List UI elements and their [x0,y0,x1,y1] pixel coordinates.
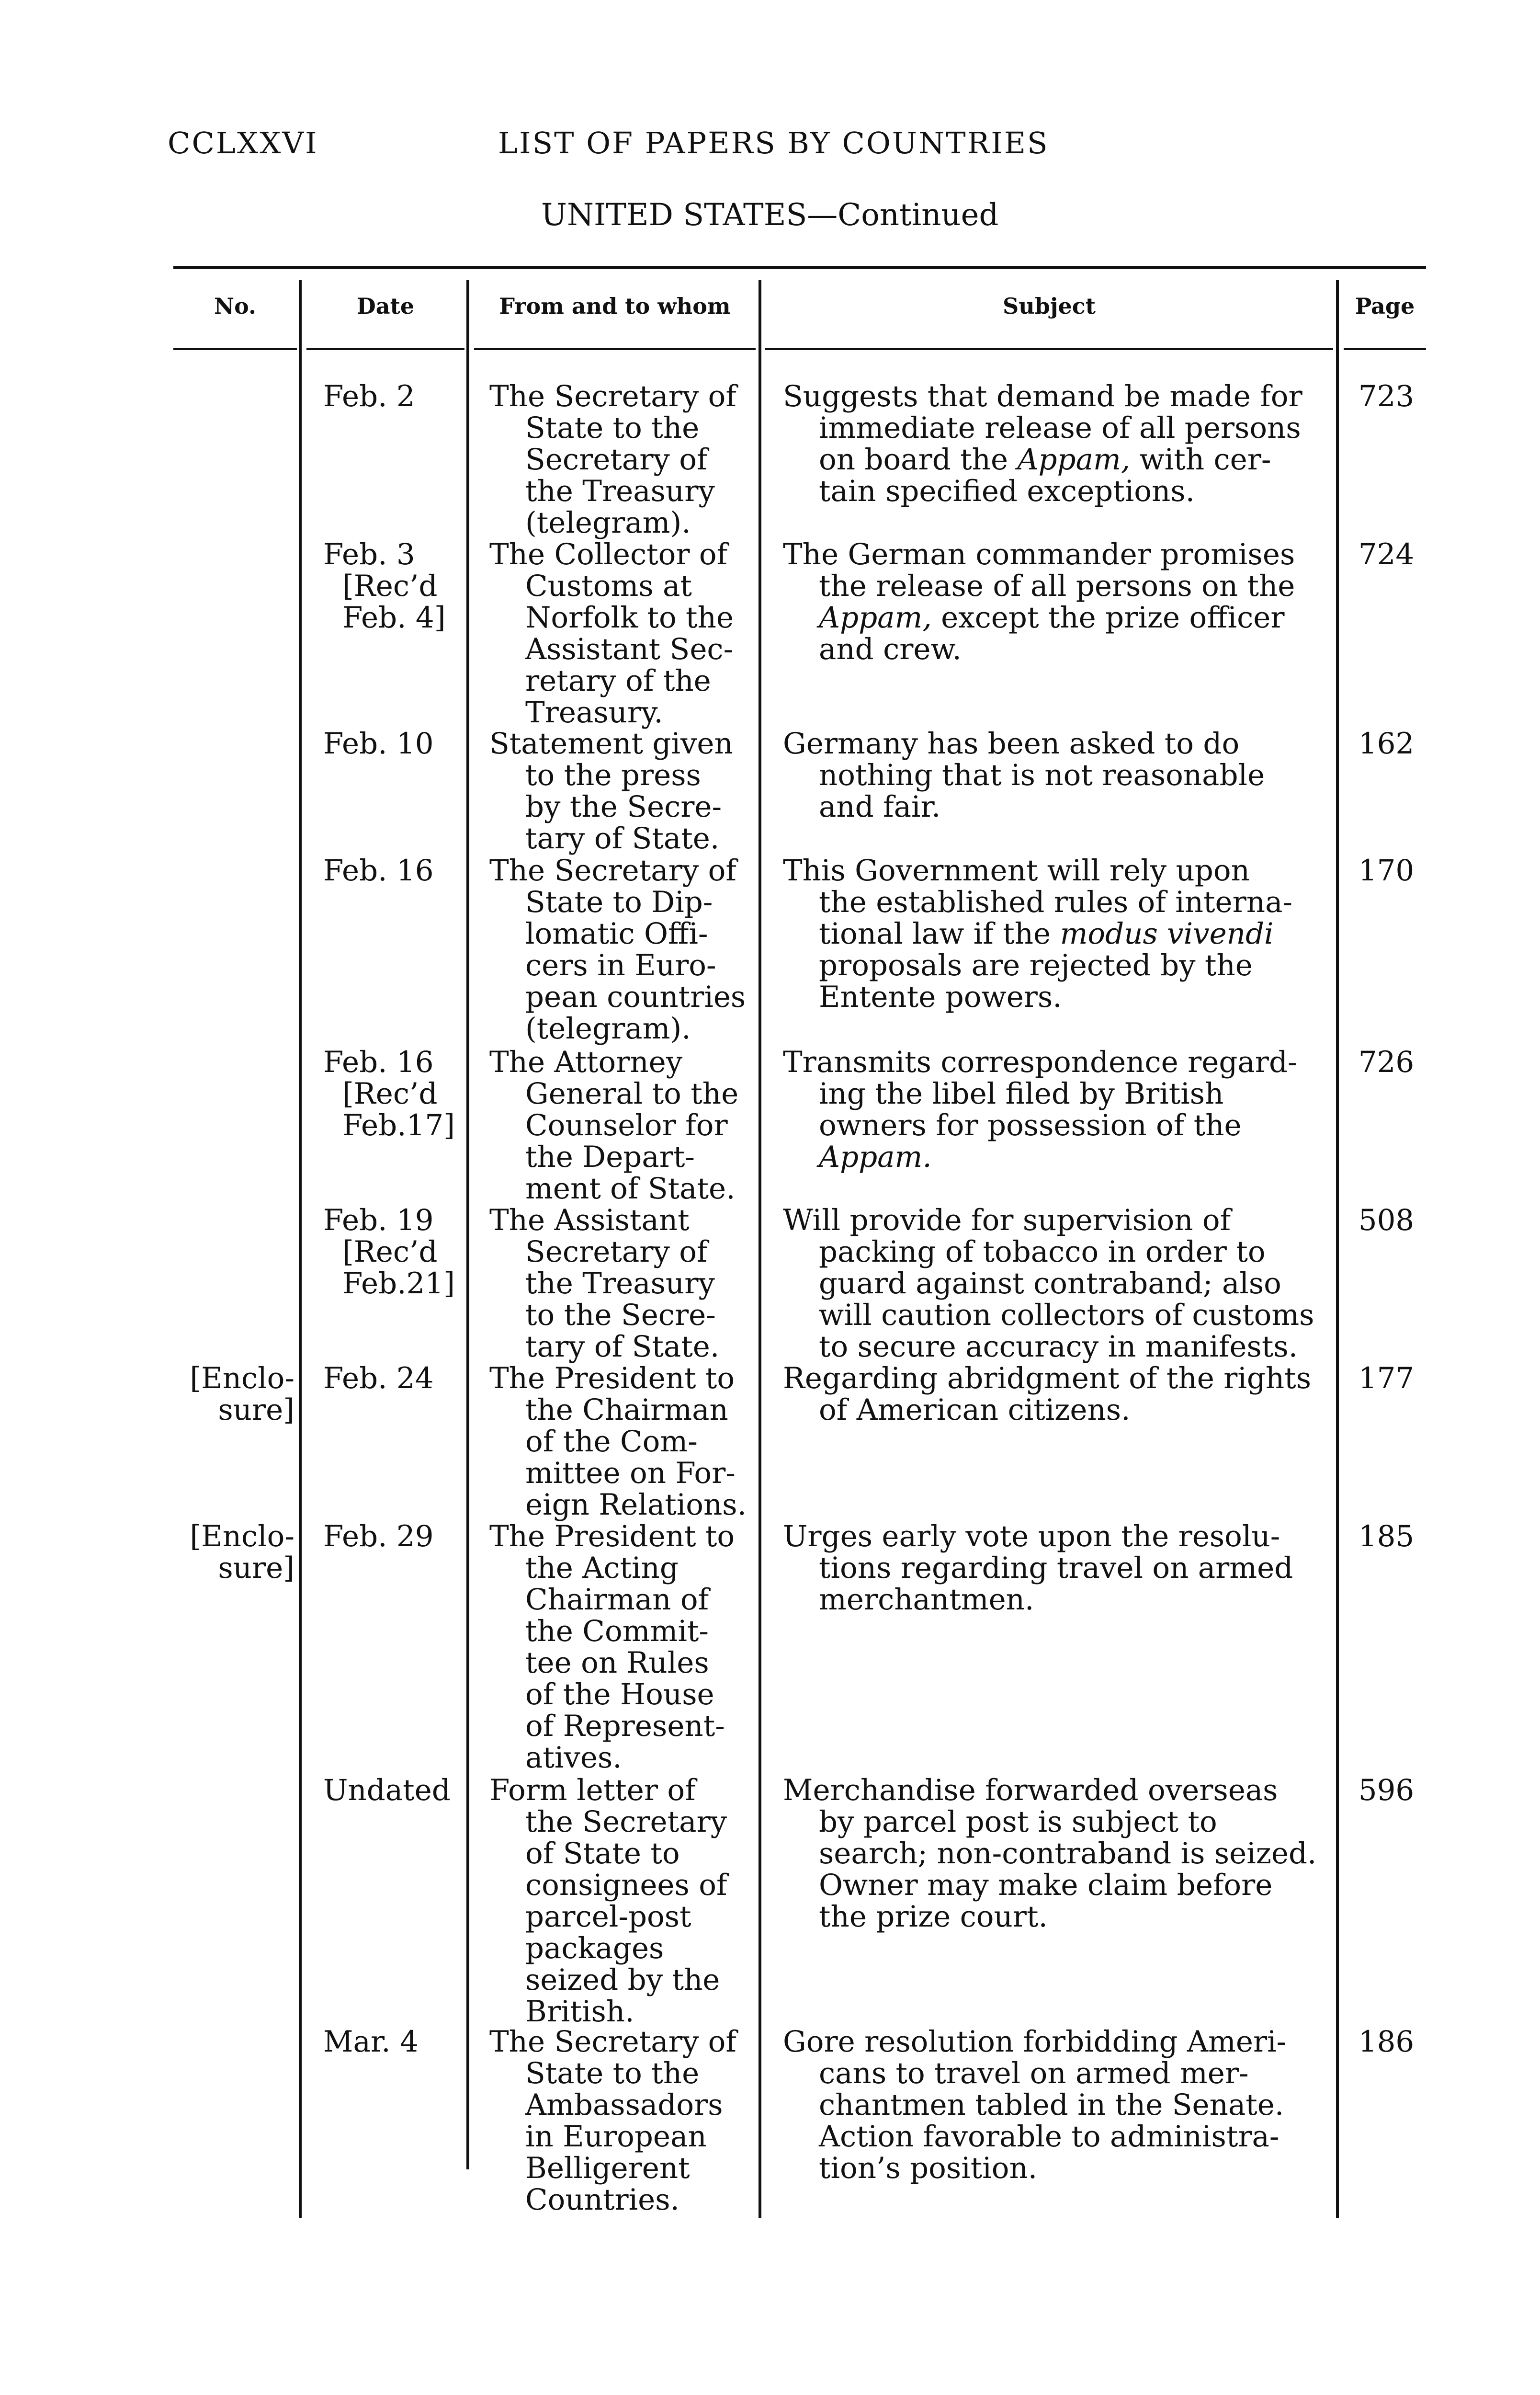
entry-date: [Rec’d [342,1077,438,1111]
entry-subject [819,791,940,823]
column-rule [1336,280,1339,2218]
entry-page: 186 [1358,2025,1415,2059]
table-top-rule [173,266,1426,269]
entry-subject [819,444,1271,476]
entry-subject [783,1521,1280,1552]
entry-subject [783,1775,1278,1806]
text-run: chantmen tabled in the Senate. [819,2088,1284,2122]
text-run: ing the libel filed by British [819,1077,1224,1111]
text-run: merchantmen. [819,1583,1034,1617]
italic-text: Appam, [1017,443,1131,477]
text-run: with cer- [1130,443,1271,477]
entry-subject [819,760,1265,791]
entry-from-to: lomatic Offi- [525,917,708,951]
header-rule [173,348,297,350]
entry-subject [819,950,1253,981]
entry-from-to: British. [525,1995,634,2029]
entry-date: Feb. 4] [342,601,446,635]
entry-from-to: Secretary of [525,1235,708,1269]
entry-from-to: The President to [489,1361,735,1395]
entry-page: 596 [1358,1773,1415,1807]
entry-from-to: Statement given [489,727,733,761]
entry-from-to: (telegram). [525,506,691,540]
text-run: Germany has been asked to do [783,727,1240,761]
text-run: tion’s position. [819,2151,1038,2185]
entry-date: Feb. 16 [323,854,434,888]
entry-subject [819,2121,1280,2153]
entry-subject [819,1078,1223,1110]
entry-date: Feb. 3 [323,537,415,571]
entry-from-to: The President to [489,1519,735,1553]
entry-subject [783,855,1250,887]
entry-page: 724 [1358,537,1415,571]
entry-from-to: Assistant Sec- [525,632,734,666]
entry-no: sure] [218,1393,294,1427]
text-run: Entente powers. [819,980,1062,1014]
entry-from-to: the Acting [525,1551,679,1585]
entry-from-to: retary of the [525,664,711,698]
entry-from-to: (telegram). [525,1012,691,1046]
text-run: will caution collectors of customs [819,1298,1314,1332]
column-rule [299,280,302,2218]
entry-from-to: The Attorney [489,1045,683,1079]
entry-from-to: The Secretary of [489,379,736,413]
entry-page: 508 [1358,1203,1415,1237]
entry-from-to: to the press [525,758,701,792]
entry-from-to: tary of State. [525,821,720,855]
entry-subject [819,570,1295,602]
entry-subject [819,981,1062,1013]
entry-from-to: of the Com- [525,1425,698,1459]
entry-from-to: tary of State. [525,1330,720,1364]
entry-date: Mar. 4 [323,2025,419,2059]
text-run: packing of tobacco in order to [819,1235,1266,1269]
entry-subject [819,1838,1316,1870]
text-run: the release of all persons on the [819,569,1295,603]
entry-subject [819,1300,1314,1331]
entry-date: [Rec’d [342,569,438,603]
entry-date: Feb.21] [342,1266,455,1300]
entry-subject [819,2089,1284,2121]
entry-from-to: Counselor for [525,1108,728,1142]
text-run: Suggests that demand be made for [783,379,1302,413]
entry-date: Feb.17] [342,1108,455,1142]
entry-from-to: State to the [525,411,700,445]
header-rule [306,348,464,350]
entry-from-to: State to the [525,2056,700,2090]
entry-from-to: Countries. [525,2183,679,2217]
entry-from-to: parcel-post [525,1900,691,1934]
entry-from-to: mittee on For- [525,1456,736,1490]
col-header-date: Date [356,293,415,319]
entry-from-to: Secretary of [525,443,708,477]
entry-from-to: eign Relations. [525,1488,747,1522]
text-run: and fair. [819,790,941,824]
entry-from-to: of State to [525,1836,680,1870]
entry-page: 723 [1358,379,1415,413]
entry-from-to: of the House [525,1677,714,1711]
entry-subject [819,918,1274,950]
text-run: Gore resolution forbidding Ameri- [783,2025,1287,2059]
text-run: owners for possession of the [819,1108,1242,1142]
entry-subject [783,2026,1286,2058]
entry-from-to: of Represent- [525,1709,725,1743]
entry-from-to: atives. [525,1741,622,1775]
text-run: Regarding abridgment of the rights [783,1361,1312,1395]
header-rule [1344,348,1426,350]
text-run: immediate release of all persons [819,411,1301,445]
text-run: Owner may make claim before [819,1868,1273,1902]
entry-from-to: The Assistant [489,1203,690,1237]
col-header-subject: Subject [1003,293,1096,319]
text-run: Merchandise forwarded overseas [783,1773,1278,1807]
text-run: Action favorable to administra- [819,2120,1280,2154]
entry-subject [819,2153,1037,2184]
entry-subject [783,381,1302,412]
entry-date: Feb. 29 [323,1519,434,1553]
text-run: on board the [819,443,1018,477]
entry-subject [819,1394,1130,1426]
entry-from-to: Belligerent [525,2151,690,2185]
entry-page: 162 [1358,727,1415,761]
italic-text: modus vivendi [1060,917,1274,951]
entry-from-to: consignees of [525,1868,727,1902]
text-run: the established rules of interna- [819,885,1293,919]
text-run: to secure accuracy in manifests. [819,1330,1298,1364]
entry-subject [819,1584,1034,1616]
text-run: nothing that is not reasonable [819,758,1265,792]
header-rule [765,348,1333,350]
entry-from-to: packages [525,1931,664,1965]
entry-from-to: Ambassadors [525,2088,723,2122]
entry-from-to: Form letter of [489,1773,696,1807]
entry-subject [783,728,1239,760]
entry-from-to: Norfolk to the [525,601,734,635]
section-subtitle: UNITED STATES—Continued [541,197,999,233]
entry-date: [Rec’d [342,1235,438,1269]
entry-date: Feb. 2 [323,379,415,413]
entry-subject [819,476,1195,507]
entry-date: Feb. 16 [323,1045,434,1079]
entry-subject [819,2058,1249,2089]
entry-from-to: Treasury. [525,696,663,730]
entry-page: 177 [1358,1361,1415,1395]
entry-subject [819,1141,932,1173]
text-run: tions regarding travel on armed [819,1551,1293,1585]
entry-from-to: tee on Rules [525,1646,709,1680]
entry-from-to: the Commit- [525,1614,709,1648]
entry-from-to: seized by the [525,1963,720,1997]
entry-from-to: the Secretary [525,1805,727,1839]
column-rule [466,280,469,2169]
text-run: except the prize officer [931,601,1285,635]
entry-date: Feb. 10 [323,727,434,761]
entry-subject [819,412,1301,444]
column-rule [759,280,761,2218]
entry-no: sure] [218,1551,294,1585]
text-run: Transmits correspondence regard- [783,1045,1298,1079]
entry-from-to: pean countries [525,980,746,1014]
text-run: This Government will rely upon [783,854,1250,888]
entry-from-to: General to the [525,1077,739,1111]
entry-from-to: Customs at [525,569,692,603]
entry-from-to: The Collector of [489,537,728,571]
entry-from-to: to the Secre- [525,1298,716,1332]
text-run: tain specified exceptions. [819,474,1195,508]
text-run: The German commander promises [783,537,1295,571]
col-header-page: Page [1355,293,1415,319]
italic-text: Appam, [819,601,932,635]
text-run: guard against contraband; also [819,1266,1281,1300]
entry-subject [819,1331,1298,1363]
entry-subject [819,602,1285,634]
entry-subject [819,1901,1048,1933]
text-run: cans to travel on armed mer- [819,2056,1249,2090]
text-run: Will provide for supervision of [783,1203,1231,1237]
text-run: tional law if the [819,917,1060,951]
text-run: proposals are rejected by the [819,948,1253,982]
entry-from-to: State to Dip- [525,885,713,919]
text-run: and crew. [819,632,962,666]
entry-subject [819,1870,1272,1901]
entry-subject [819,1552,1293,1584]
text-run: search; non-contraband is seized. [819,1836,1317,1870]
entry-no: [Enclo- [190,1519,294,1553]
entry-from-to: The Secretary of [489,2025,736,2059]
entry-subject [819,1806,1217,1838]
entry-from-to: the Depart- [525,1140,695,1174]
entry-subject [783,539,1295,570]
col-header-no: No. [214,293,256,319]
entry-no: [Enclo- [190,1361,294,1395]
page-title: LIST OF PAPERS BY COUNTRIES [498,125,1049,160]
entry-subject [819,1268,1281,1300]
entry-date: Feb. 19 [323,1203,434,1237]
text-run: Urges early vote upon the resolu- [783,1519,1280,1553]
page-number: CCLXXVI [168,125,318,160]
entry-page: 170 [1358,854,1415,888]
entry-subject [819,1110,1242,1141]
entry-subject [783,1047,1298,1078]
entry-subject [819,634,962,665]
header-rule [474,348,756,350]
entry-from-to: by the Secre- [525,790,722,824]
entry-page: 726 [1358,1045,1415,1079]
italic-text: Appam. [819,1140,932,1174]
entry-from-to: the Chairman [525,1393,728,1427]
entry-page: 185 [1358,1519,1415,1553]
entry-from-to: Chairman of [525,1583,709,1617]
entry-from-to: the Treasury [525,474,715,508]
entry-subject [783,1205,1231,1236]
entry-from-to: ment of State. [525,1172,736,1206]
col-header-from-to: From and to whom [499,293,731,319]
entry-subject [819,887,1292,918]
entry-date: Undated [323,1773,451,1807]
entry-subject [783,1363,1311,1394]
entry-date: Feb. 24 [323,1361,434,1395]
entry-from-to: the Treasury [525,1266,715,1300]
text-run: the prize court. [819,1900,1048,1934]
entry-from-to: in European [525,2120,707,2154]
entry-from-to: The Secretary of [489,854,736,888]
entry-from-to: cers in Euro- [525,948,716,982]
entry-subject [819,1236,1266,1268]
text-run: of American citizens. [819,1393,1131,1427]
text-run: by parcel post is subject to [819,1805,1217,1839]
